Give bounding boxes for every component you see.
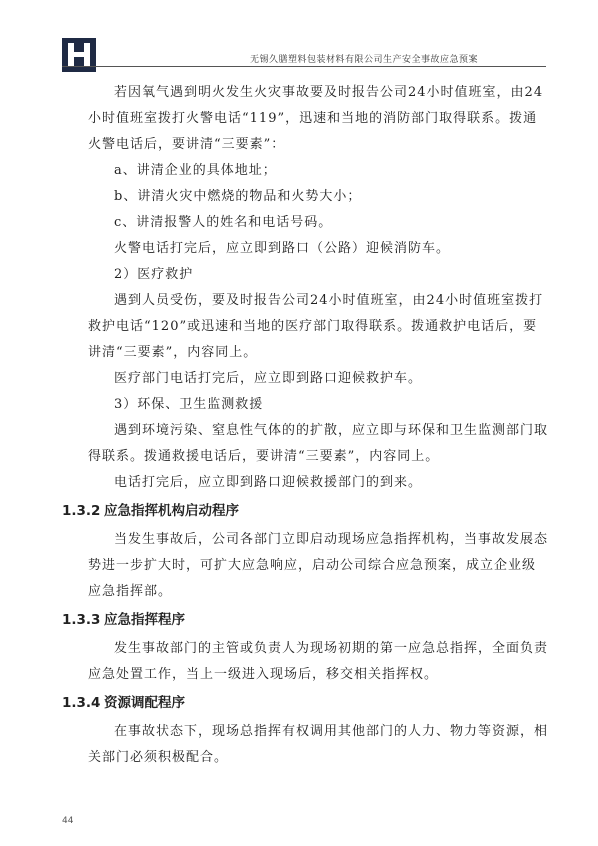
paragraph-medical-after-call: 医疗部门电话打完后，应立即到路口迎候救护车。: [114, 371, 423, 386]
list-item-b: b、讲清火灾中燃烧的物品和火势大小；: [114, 189, 362, 204]
list-item-c: c、讲清报警人的姓名和电话号码。: [114, 215, 333, 230]
list-item-a: a、讲清企业的具体地址；: [114, 163, 277, 178]
header-divider: [62, 66, 546, 67]
header-company-title: 无锡久膳塑料包装材料有限公司生产安全事故应急预案: [250, 55, 479, 65]
section-title: 应急指挥机构启动程序: [104, 503, 239, 519]
section-number: 1.3.2: [62, 503, 101, 519]
subsection-medical: 2）医疗救护: [114, 267, 194, 282]
section-number: 1.3.3: [62, 612, 101, 628]
section-heading-1-3-4: [62, 690, 522, 717]
paragraph-environment-after-call: 电话打完后，应立即到路口迎候救援部门的到来。: [114, 475, 423, 490]
paragraph-command-procedure: 发生事故部门的主管或负责人为现场初期的第一应急总指挥，全面负责应急处置工作，当上一级进入现场后，移交相关指挥权。: [88, 641, 549, 682]
paragraph-command-startup: 当发生事故后，公司各部门立即启动现场应急指挥机构，当事故发展态势进一步扩大时，可扩大应急响应，启动公司综合应急预案，成立企业级应急指挥部。: [88, 532, 549, 599]
paragraph-medical: 遇到人员受伤，要及时报告公司24小时值班室，由24小时值班室拨打救护电话“120”或迅速和当地的医疗部门取得联系。拨通救护电话后，要讲清“三要素”，内容同上。: [88, 293, 544, 360]
section-number: 1.3.4: [62, 695, 101, 711]
page-number: 44: [62, 816, 74, 826]
section-heading-1-3-2: [62, 498, 522, 525]
paragraph-environment: 遇到环境污染、窒息性气体的的扩散，应立即与环保和卫生监测部门取得联系。拨通救援电话后，要讲清“三要素”，内容同上。: [88, 423, 549, 464]
section-heading-1-3-3: [62, 607, 522, 634]
paragraph-resource-allocation: 在事故状态下，现场总指挥有权调用其他部门的人力、物力等资源，相关部门必须积极配合。: [88, 724, 549, 765]
document-body: [62, 80, 549, 771]
paragraph-fire-after-call: 火警电话打完后，应立即到路口（公路）迎候消防车。: [114, 241, 451, 256]
section-title: 资源调配程序: [104, 695, 185, 711]
section-title: 应急指挥程序: [104, 612, 185, 628]
subsection-environment: 3）环保、卫生监测救援: [114, 397, 264, 412]
paragraph-fire: 若因氧气遇到明火发生火灾事故要及时报告公司24小时值班室，由24小时值班室拨打火警电话“119”，迅速和当地的消防部门取得联系。拨通火警电话后，要讲清“三要素”：: [88, 85, 544, 152]
